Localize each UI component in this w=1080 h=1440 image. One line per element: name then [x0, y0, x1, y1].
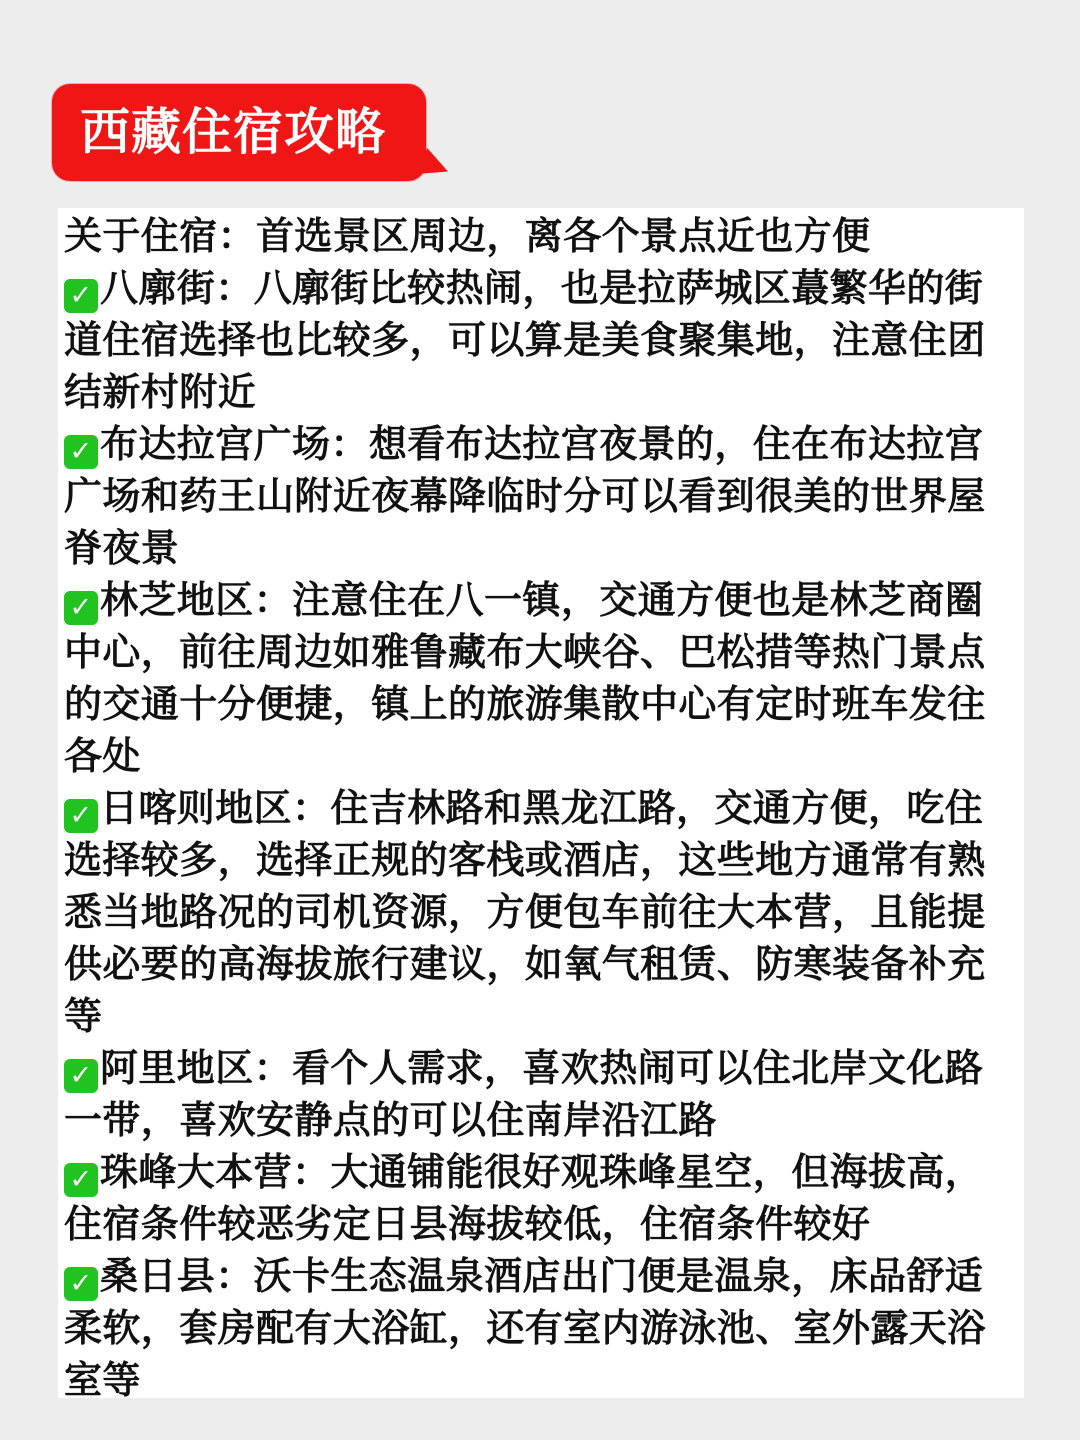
- intro-line: 关于住宿：首选景区周边，离各个景点近也方便: [64, 214, 871, 258]
- check-mark-icon: ✓: [64, 1059, 98, 1093]
- page-title: 西藏住宿攻略: [80, 103, 386, 161]
- item-title: 林芝地区：: [100, 578, 293, 622]
- check-mark-icon: ✓: [64, 435, 98, 469]
- item-title: 阿里地区：: [100, 1046, 293, 1090]
- check-mark-icon: ✓: [64, 1163, 98, 1197]
- stay-item-sangri: [64, 1250, 1014, 1406]
- check-mark-icon: ✓: [64, 1267, 98, 1301]
- content-panel: [58, 208, 1024, 1402]
- item-title: 日喀则地区：: [100, 786, 331, 830]
- stay-item-linzhi: [64, 574, 1014, 782]
- check-mark-icon: ✓: [64, 591, 98, 625]
- stay-item-shigatse: [64, 782, 1014, 1042]
- item-description: 住吉林路和黑龙江路，交通方便，吃住选择较多，选择正规的客栈或酒店，这些地方通常有熟悉当地路况的司机资源，方便包车前往大本营，且能提供必要的高海拔旅行建议，如氧气租赁、防寒装备补充等: [64, 786, 986, 1038]
- item-description: 看个人需求，喜欢热闹可以住北岸文化路一带，喜欢安静点的可以住南岸沿江路: [64, 1046, 984, 1142]
- item-description: 注意住在八一镇，交通方便也是林芝商圈中心，前往周边如雅鲁藏布大峡谷、巴松措等热门景点的交通十分便捷，镇上的旅游集散中心有定时班车发往各处: [64, 578, 986, 778]
- item-description: 想看布达拉宫夜景的，住在布达拉宫广场和药王山附近夜幕降临时分可以看到很美的世界屋脊夜景: [64, 422, 986, 570]
- stay-item-potala-square: [64, 418, 1014, 574]
- item-title: 布达拉宫广场：: [100, 422, 369, 466]
- stay-item-bakuo-street: [64, 262, 1014, 418]
- check-mark-icon: ✓: [64, 279, 98, 313]
- title-badge: [52, 84, 426, 181]
- item-description: 沃卡生态温泉酒店出门便是温泉，床品舒适柔软，套房配有大浴缸，还有室内游泳池、室外露天浴室等: [64, 1254, 986, 1402]
- stay-item-everest-base-camp: [64, 1146, 1014, 1250]
- content-text: [64, 210, 1014, 1406]
- item-title: 桑日县：: [100, 1254, 254, 1298]
- stay-item-ngari: [64, 1042, 1014, 1146]
- item-title: 珠峰大本营：: [100, 1150, 331, 1194]
- check-mark-icon: ✓: [64, 799, 98, 833]
- item-description: 八廓街比较热闹，也是拉萨城区蕞繁华的街道住宿选择也比较多，可以算是美食聚集地，注意住团结新村附近: [64, 266, 986, 414]
- item-description: 大通铺能很好观珠峰星空，但海拔高，住宿条件较恶劣定日县海拔较低，住宿条件较好: [64, 1150, 984, 1246]
- item-title: 八廓街：: [100, 266, 254, 310]
